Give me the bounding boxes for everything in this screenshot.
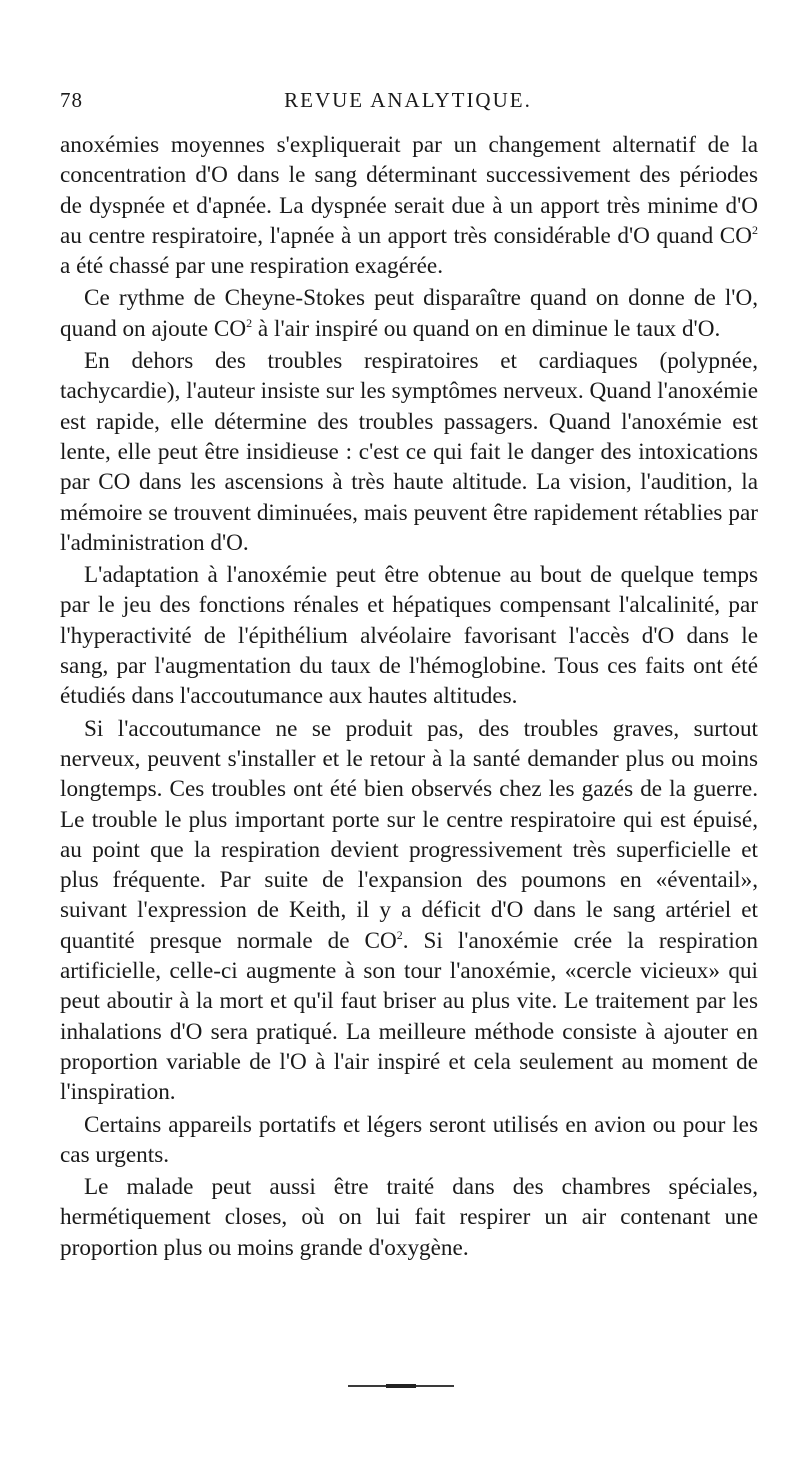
paragraph-text: Si l'accoutumance ne se produit pas, des troubles graves, surtout nerveux, peuvent s'installer et le retour à la santé demander plus ou moins longtemps. Ces troubles ont été bien observés chez les gazés de la guerre. Le trouble le plus important porte sur le centre respiratoire qui est épuisé, au point que la respiration devient progressivement très superficielle et plus fréquente. Par suite de l'expansion des poumons en «éventail», suivant l'expression de Keith, il y a déficit d'O dans le sang artériel et quantité presque normale de CO xyxy=(60,715,758,954)
paragraph-text: a été chassé par une respiration exagérée. xyxy=(60,253,444,280)
superscript: 2 xyxy=(246,315,253,330)
superscript: 2 xyxy=(396,927,403,942)
page-header xyxy=(60,82,756,122)
paragraph xyxy=(60,283,758,344)
paragraph-text: Ce rythme de Cheyne-Stokes peut disparaître quand on donne de l'O, quand on ajoute CO xyxy=(60,285,758,342)
paragraph xyxy=(60,714,758,1108)
end-of-article-rule xyxy=(348,1385,454,1387)
paragraph: Le malade peut aussi être traité dans des chambres spéciales, hermétiquement closes, où on lui fait respirer un air contenant une proportion plus ou moins grande d'oxygène. xyxy=(60,1174,758,1261)
paragraph-text: . Si l'anoxémie crée la respiration artificielle, celle-ci augmente à son tour l'anoxémie, «cercle vicieux» qui peut aboutir à la mort et qu'il faut briser au plus vite. Le traitement par les inhalations d'O sera pratiqué. La meilleure méthode consiste à ajouter en proportion variable de l'O à l'air inspiré et cela seulement au moment de l'inspiration. xyxy=(60,927,758,1106)
page-number: 78 xyxy=(60,88,83,112)
paragraph-text: anoxémies moyennes s'expliquerait par un changement alternatif de la concentration d'O dans le sang déterminant successivement des périodes de dyspnée et d'apnée. La dyspnée serait due à un apport très minime d'O au centre respiratoire, l'apnée à un apport très considérable d'O quand CO xyxy=(60,132,758,249)
paragraph-text: à l'air inspiré ou quand on en diminue le taux d'O. xyxy=(252,315,721,342)
article-body xyxy=(60,130,758,1265)
superscript: 2 xyxy=(752,222,758,237)
running-title: REVUE ANALYTIQUE. xyxy=(284,88,532,112)
paragraph: Certains appareils portatifs et légers seront utilisés en avion ou pour les cas urgents. xyxy=(60,1111,758,1168)
paragraph: En dehors des troubles respiratoires et cardiaques (polypnée, tachycardie), l'auteur insiste sur les symptômes nerveux. Quand l'anoxémie est rapide, elle détermine des troubles passagers. Quand l'anoxémie est lente, elle peut être insidieuse : c'est ce qui fait le danger des intoxications par CO dans les ascensions à très haute altitude. La vision, l'audition, la mémoire se trouvent diminuées, mais peuvent être rapidement rétablies par l'administration d'O. xyxy=(60,348,758,556)
paragraph xyxy=(60,130,758,281)
paragraph: L'adaptation à l'anoxémie peut être obtenue au bout de quelque temps par le jeu des fonctions rénales et hépatiques compensant l'alcalinité, par l'hyperactivité de l'épithélium alvéolaire favorisant l'accès d'O dans le sang, par l'augmentation du taux de l'hémoglobine. Tous ces faits ont été étudiés dans l'accoutumance aux hautes altitudes. xyxy=(60,562,758,710)
